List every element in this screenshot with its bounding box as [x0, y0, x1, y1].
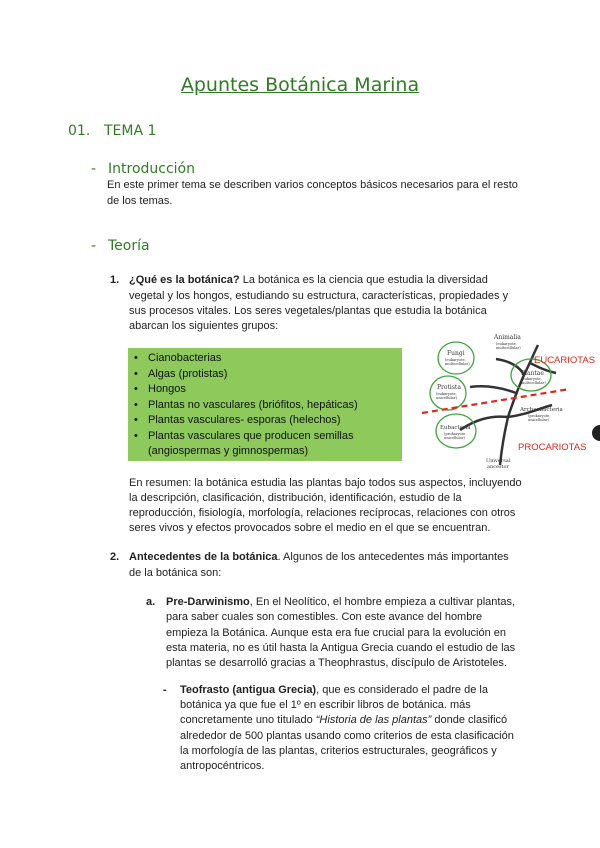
- group-item: • Plantas vasculares- esporas (helechos): [148, 413, 402, 429]
- teofrasto-line-1: Teofrasto (antigua Grecia), que es considerado el padre de la: [180, 684, 488, 696]
- item2-line-2: de la botánica son:: [129, 567, 222, 579]
- animalia-sub2: multicellular): [496, 346, 521, 350]
- item2a-line-2: para saber cuales son comestibles. Con este avance del hombre: [166, 611, 483, 623]
- item1-line-1: ¿Qué es la botánica? La botánica es la ciencia que estudia la diversidad: [129, 274, 488, 286]
- group-item: • Plantas no vasculares (briófitos, hepáticas): [148, 398, 402, 414]
- item1-line-2: vegetal y los hongos, estudiando su estructura, características, propiedades y: [129, 290, 509, 302]
- intro-heading: Introducción: [108, 161, 195, 177]
- item1-line-4: abarcan los siguientes grupos:: [129, 320, 279, 332]
- resumen-line-3: reproducción, fisiología, morfología, relaciones recíprocas, relaciones con otros: [129, 507, 516, 519]
- page-title: Apuntes Botánica Marina: [180, 74, 420, 96]
- eubacteria-circle: [436, 414, 476, 448]
- teofrasto-line-2: botánica ya que fue el 1º en escribir libros de botánica. más: [180, 699, 471, 711]
- group-item-continuation: (angiospermas y gimnospermas): [148, 445, 309, 457]
- teoria-bullet: -: [91, 238, 97, 254]
- procariotas-label: PROCARIOTAS: [518, 442, 587, 453]
- eucariotas-label: EUCARIOTAS: [534, 355, 596, 366]
- item2-title: Antecedentes de la botánica: [129, 551, 278, 563]
- item2a-line-4: esta materia, no es útil hasta la Antigua Grecia cuando el estudio de las: [166, 642, 516, 654]
- eubacteria-sub: (prokaryote,: [444, 432, 467, 436]
- teofrasto-line-5: la morfología de las plantas, criterios estructurales, geográficos y: [180, 745, 497, 757]
- protista-sub: (eukaryote,: [436, 392, 457, 396]
- ancestor-label-2: ancestor: [487, 464, 509, 470]
- group-item: • Plantas vasculares que producen semillas: [148, 429, 402, 445]
- protista-label: Protista: [437, 384, 461, 391]
- teofrasto-line-4: alrededor de 500 plantas usando como criterios de esta clasificación: [180, 730, 514, 742]
- archaea-sub2: unicellular): [528, 418, 549, 422]
- animalia-sub: (eukaryote,: [496, 342, 517, 346]
- teoria-heading: Teoría: [108, 238, 150, 254]
- teofrasto-bullet: -: [163, 684, 167, 696]
- archaea-label: Archaebacteria: [520, 407, 563, 413]
- item2a-line-3: empieza la Botánica. Aunque esta era fue crucial para la evolución en: [166, 627, 506, 639]
- plantae-sub: (eukaryote,: [521, 377, 542, 381]
- section-title: TEMA 1: [104, 123, 157, 139]
- resumen-line-2: la descripción, clasificación, distribución, identificación, estudio de la: [129, 492, 462, 504]
- animalia-label: Animalia: [494, 334, 521, 341]
- teofrasto-title: Teofrasto (antigua Grecia): [180, 684, 317, 696]
- intro-line-1: En este primer tema se describen varios conceptos básicos necesarios para el resto: [107, 179, 518, 191]
- item2a-line-1: Pre-Darwinismo, En el Neolítico, el hombre empieza a cultivar plantas,: [166, 596, 516, 608]
- resumen-line-1: En resumen: la botánica estudia las plantas bajo todos sus aspectos, incluyendo: [129, 477, 522, 489]
- group-item: • Hongos: [148, 382, 402, 398]
- fungi-label: Fungi: [447, 350, 465, 357]
- item2a-title: Pre-Darwinismo: [166, 596, 250, 608]
- book-title: “Historia de las plantas”: [315, 714, 432, 726]
- item1-number: 1.: [110, 274, 120, 286]
- ancestor-label: Universal: [486, 458, 511, 464]
- fungi-sub: (eukaryote,: [445, 358, 466, 362]
- group-item: • Algas (protistas): [148, 367, 402, 383]
- teofrasto-line-6: antropocéntricos.: [180, 760, 265, 772]
- group-item: • Cianobacterias: [148, 351, 402, 367]
- plantae-label: Plantae: [521, 370, 544, 377]
- item1-line-3: sus procesos vitales. Los seres vegetales/plantas que estudia la botánica: [129, 305, 487, 317]
- tree-of-life-diagram: [420, 325, 600, 475]
- groups-box: [128, 348, 402, 461]
- plantae-sub2: multicellular): [521, 381, 546, 385]
- protista-sub2: unicellular): [436, 396, 457, 400]
- intro-bullet: -: [91, 161, 97, 177]
- eubacteria-sub2: unicellular): [444, 436, 465, 440]
- eubacteria-label: Eubacteria: [440, 425, 471, 431]
- archaea-sub: (prokaryote,: [528, 414, 551, 418]
- item2a-letter: a.: [146, 596, 156, 608]
- groups-list: [128, 348, 402, 460]
- intro-line-2: de los temas.: [107, 195, 173, 207]
- item2-number: 2.: [110, 551, 120, 563]
- item2-line-1: Antecedentes de la botánica. Algunos de los antecedentes más importantes: [129, 551, 509, 563]
- item2a-line-5: plantas se desarrolló gracias a Theophrastus, discípulo de Aristoteles.: [166, 657, 507, 669]
- item1-question: ¿Qué es la botánica?: [129, 274, 240, 286]
- section-number: 01.: [68, 123, 91, 139]
- fungi-sub2: multicellular): [445, 362, 470, 366]
- resumen-line-4: seres vivos y efectos provocados sobre el medio en el que se encuentran.: [129, 522, 491, 534]
- teofrasto-line-3: concretamente uno titulado “Historia de las plantas” donde clasificó: [180, 714, 508, 726]
